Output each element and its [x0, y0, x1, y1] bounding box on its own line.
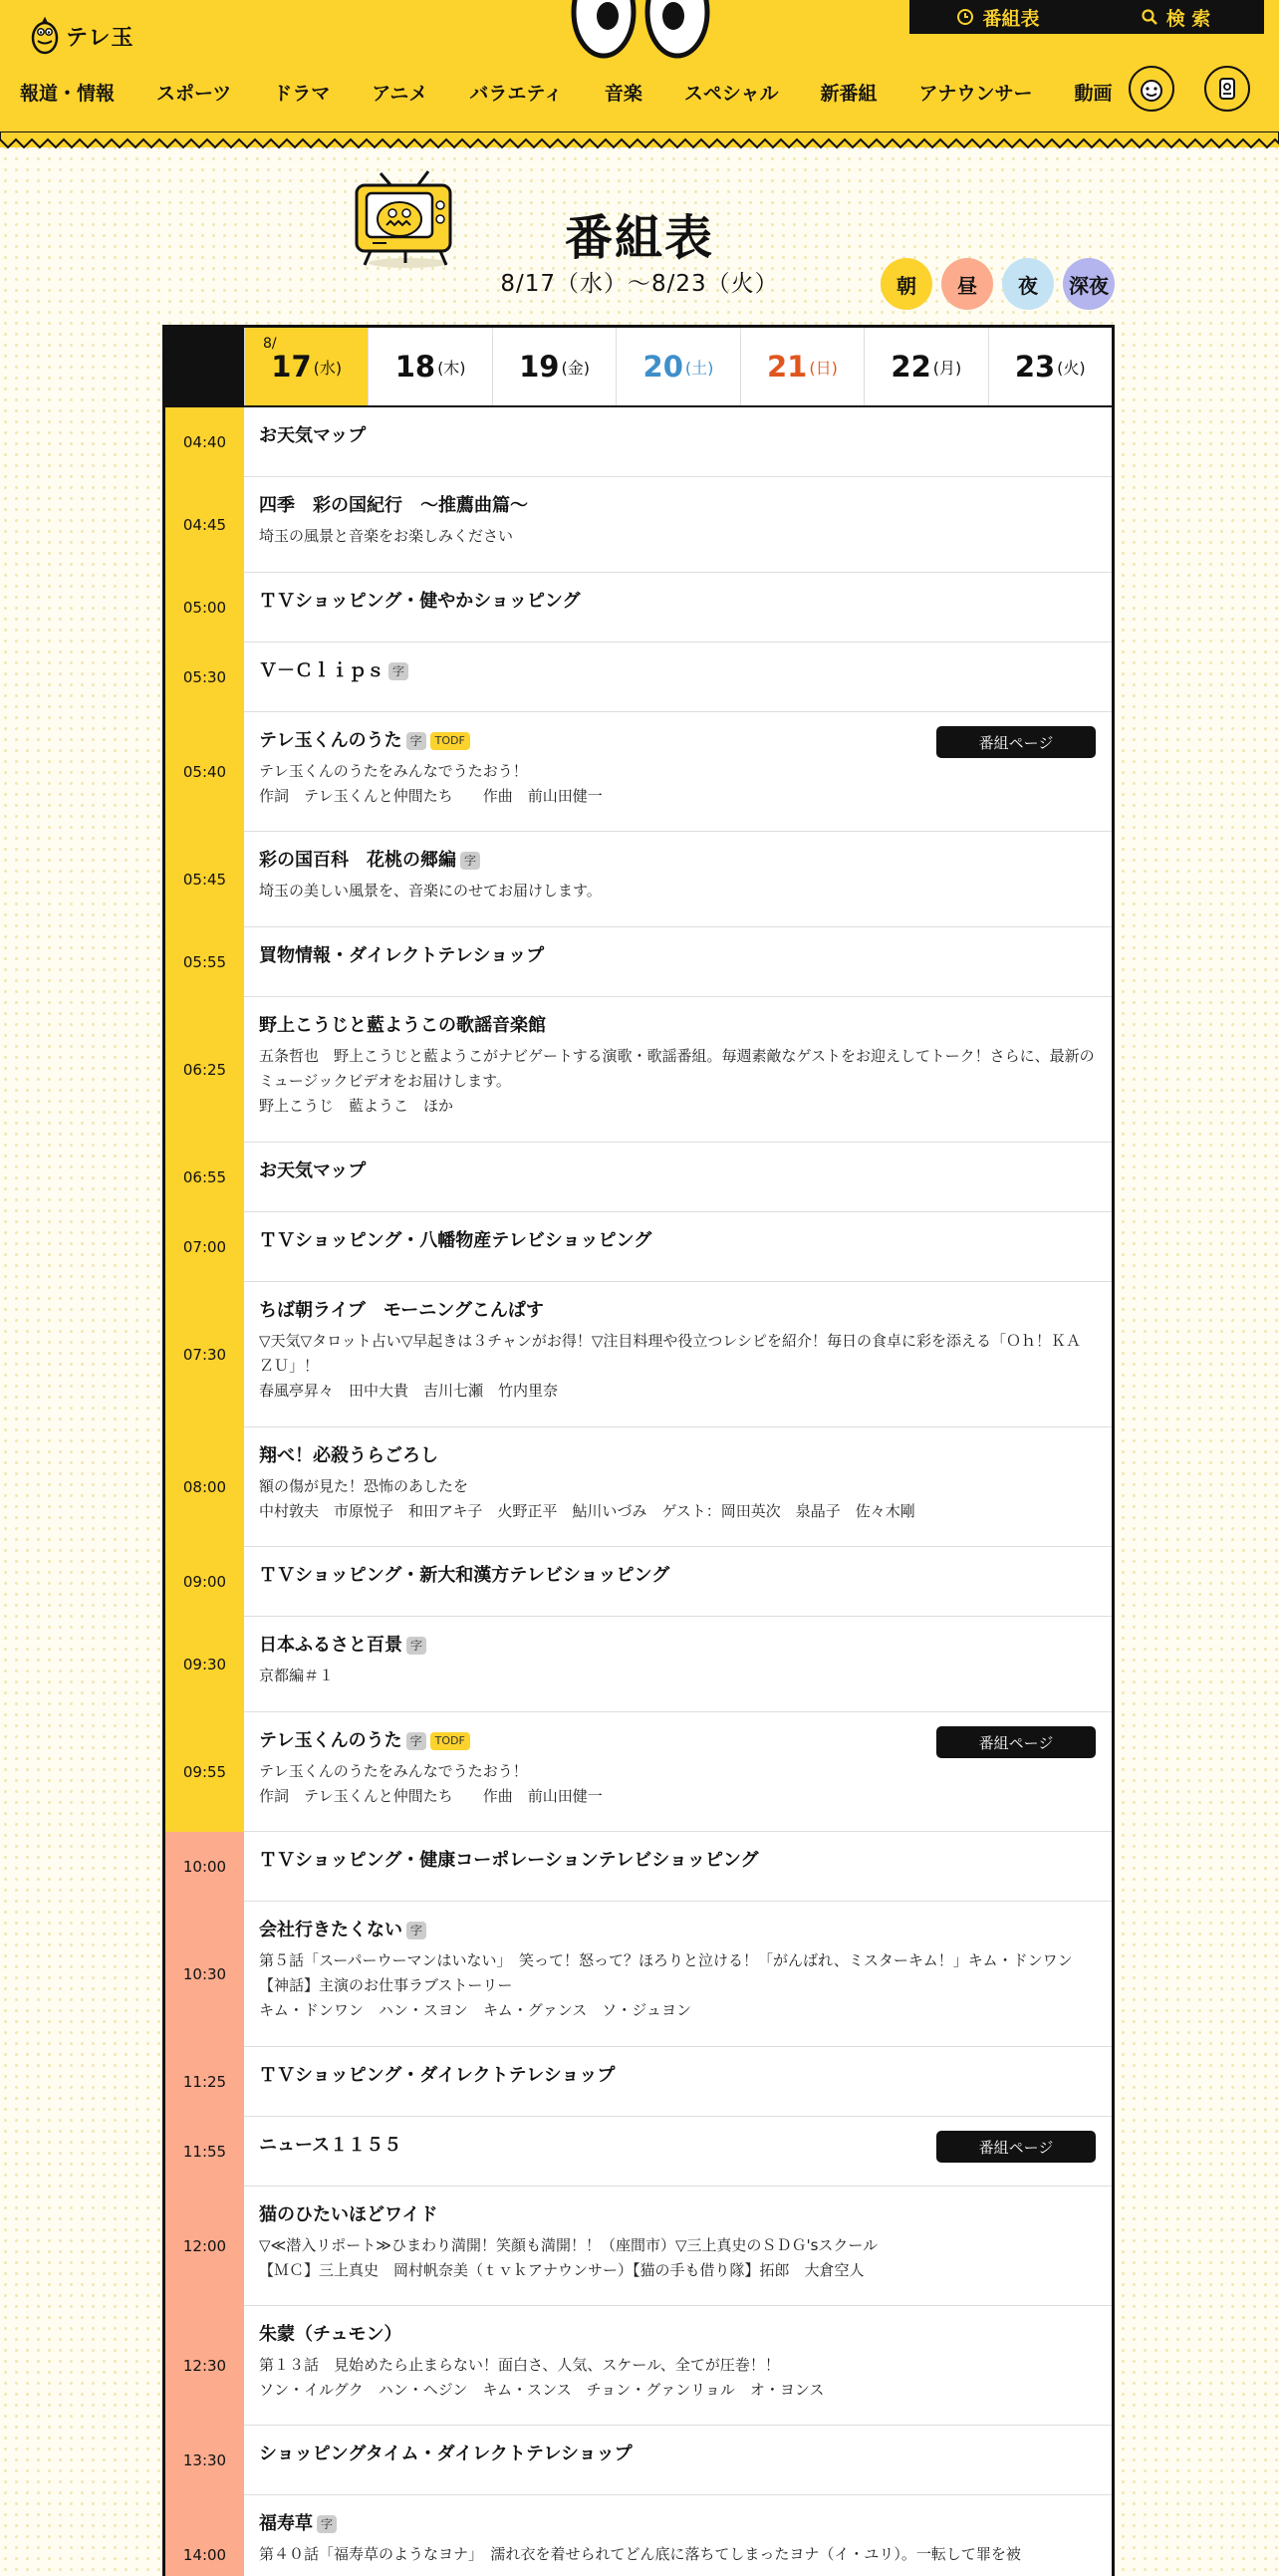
- day-number: 23: [1014, 350, 1056, 384]
- program-page-button[interactable]: 番組ページ: [936, 2131, 1096, 2163]
- day-weekday: (月): [932, 358, 962, 378]
- program-cell: [244, 1902, 1112, 2046]
- program-title-text: ＴＶショッピング・八幡物産テレビショッピング: [259, 1230, 652, 1251]
- subtitle-badge: 字: [406, 1637, 426, 1655]
- program-title-text: ＴＶショッピング・新大和漢方テレビショッピング: [259, 1565, 670, 1586]
- program-cell: [244, 1617, 1112, 1711]
- program-cell: [244, 927, 1112, 996]
- program-description-line: 京都編＃１: [259, 1667, 335, 1684]
- program-title[interactable]: [259, 2323, 1096, 2347]
- day-weekday: (土): [684, 358, 714, 378]
- program-title-text: Ｖ－Ｃｌｉｐｓ: [259, 660, 384, 681]
- program-description-line: テレ玉くんのうたをみんなでうたおう！: [259, 1762, 528, 1780]
- program-cell: [244, 2047, 1112, 2116]
- program-row: [165, 712, 1112, 832]
- program-title[interactable]: [259, 1634, 1096, 1658]
- program-row: [165, 2117, 1112, 2187]
- day-number: 22: [891, 350, 931, 384]
- program-time: 12:00: [165, 2187, 244, 2307]
- program-title[interactable]: [259, 1014, 1096, 1038]
- tod-daytime-button[interactable]: [941, 258, 993, 310]
- program-description-line: 作詞 テレ玉くんと仲間たち 作曲 前山田健一: [259, 1787, 603, 1805]
- nav-item-music[interactable]: 音楽: [604, 82, 642, 105]
- program-row: [165, 1547, 1112, 1617]
- program-description: [259, 524, 1096, 549]
- day-tab-18[interactable]: [368, 328, 491, 405]
- program-description: [259, 879, 1096, 903]
- program-cell: [244, 1282, 1112, 1426]
- logo-text: テレ玉: [66, 25, 134, 51]
- program-title[interactable]: [259, 494, 1096, 518]
- day-tab-20[interactable]: [616, 328, 739, 405]
- program-cell: [244, 2117, 1112, 2186]
- program-time: 05:30: [165, 643, 244, 713]
- program-cell: [244, 643, 1112, 711]
- program-row: [165, 1832, 1112, 1902]
- nav-item-special[interactable]: スペシャル: [683, 82, 779, 105]
- badge-icon: [1212, 74, 1242, 104]
- day-month: 8/: [263, 336, 277, 352]
- program-time: 09:00: [165, 1547, 244, 1618]
- subtitle-badge: 字: [460, 852, 480, 870]
- program-title[interactable]: [259, 1564, 1096, 1588]
- day-tab-19[interactable]: [492, 328, 616, 405]
- program-description-line: 春風亭昇々 田中大貴 吉川七瀬 竹内里奈: [259, 1382, 559, 1400]
- program-description-line: 中村敦夫 市原悦子 和田アキ子 火野正平 鮎川いづみ ゲスト：岡田英次 泉晶子 佐々木剛: [259, 1502, 915, 1520]
- program-description-line: テレ玉くんのうたをみんなでうたおう！: [259, 762, 528, 780]
- program-title-text: 朱蒙（チュモン）: [259, 2324, 402, 2345]
- program-title-text: ショッピングタイム・ダイレクトテレショップ: [259, 2444, 633, 2464]
- program-list: [165, 407, 1112, 2576]
- program-row: [165, 1617, 1112, 1712]
- program-row: [165, 1143, 1112, 1212]
- program-time: 04:40: [165, 407, 244, 478]
- program-row: [165, 477, 1112, 573]
- program-row: [165, 643, 1112, 712]
- page-title: 番組表: [564, 210, 714, 266]
- program-description: [259, 1664, 1096, 1688]
- program-time: 05:55: [165, 927, 244, 998]
- program-row: [165, 1212, 1112, 1282]
- program-time: 04:45: [165, 477, 244, 574]
- program-cell: [244, 573, 1112, 642]
- program-cell: [244, 1427, 1112, 1546]
- program-row: [165, 2047, 1112, 2117]
- day-number: 17: [271, 350, 312, 384]
- program-title[interactable]: [259, 1849, 1096, 1873]
- program-cell: [244, 712, 1112, 831]
- nav-item-news[interactable]: 報道・情報: [20, 82, 116, 105]
- nav-item-videos[interactable]: 動画: [1074, 82, 1113, 105]
- header-zigzag-edge: [0, 131, 1279, 149]
- program-cell: [244, 407, 1112, 476]
- program-row: [165, 1712, 1112, 1832]
- program-title-text: ちば朝ライブ モーニングこんぱす: [259, 1300, 544, 1321]
- program-title[interactable]: [259, 1444, 1096, 1468]
- program-time: 09:30: [165, 1617, 244, 1713]
- program-title[interactable]: [259, 2443, 1096, 2466]
- program-title[interactable]: [259, 849, 1096, 873]
- program-description-line: 五条哲也 野上こうじと藍ようこがナビゲートする演歌・歌謡番組。毎週素敵なゲストをお迎えしてトーク！さらに、最新のミュージックビデオをお届けします。: [259, 1047, 1095, 1090]
- program-title-text: 買物情報・ダイレクトテレショップ: [259, 945, 545, 966]
- program-title-text: 四季 彩の国紀行 ～推薦曲篇～: [259, 495, 528, 516]
- subtitle-badge: 字: [406, 1732, 426, 1750]
- program-description-line: 【ＭＣ】三上真史 岡村帆奈美（ｔｖｋアナウンサー）【猫の手も借り隊】拓郎 大倉空人: [259, 2261, 865, 2279]
- program-description-line: ソン・イルグク ハン・ヘジン キム・スンス チョン・グァンリョル オ・ヨンス: [259, 2381, 825, 2399]
- program-description: [259, 1759, 1096, 1809]
- program-description-line: 第４０話「福寿草のようなヨナ」 濡れ衣を着せられてどん底に落ちてしまったヨナ（イ・ユリ）。一転して罪を被: [259, 2545, 1021, 2563]
- day-weekday: (水): [313, 358, 343, 378]
- nav-item-announcers[interactable]: アナウンサー: [918, 82, 1033, 105]
- tv-mascot-icon: [351, 167, 460, 269]
- subtitle-badge: 字: [406, 1922, 426, 1939]
- program-cell: [244, 1143, 1112, 1211]
- program-time: 09:55: [165, 1712, 244, 1833]
- program-title[interactable]: [259, 1299, 1096, 1323]
- program-time: 10:00: [165, 1832, 244, 1903]
- program-title-text: お天気マップ: [259, 425, 367, 446]
- program-title-text: 翔べ！必殺うらごろし: [259, 1445, 438, 1466]
- program-time: 11:55: [165, 2117, 244, 2188]
- program-title-text: 彩の国百科 花桃の郷編: [259, 850, 456, 871]
- program-title-text: 野上こうじと藍ようこの歌謡音楽館: [259, 1015, 546, 1036]
- nav-item-new-programs[interactable]: 新番組: [820, 82, 878, 105]
- program-time: 07:00: [165, 1212, 244, 1283]
- program-description: [259, 1329, 1096, 1404]
- program-row: [165, 2306, 1112, 2426]
- program-description-line: ▽天気▽タロット占い▽早起きは３チャンがお得！▽注目料理や役立つレシピを紹介！毎日の食卓に彩を添える「Ｏｈ！ＫＡＺＵ」！: [259, 1332, 1082, 1375]
- teletama-mascot-icon: [30, 16, 60, 56]
- tod-latenight-button[interactable]: [1063, 258, 1115, 310]
- program-time: 12:30: [165, 2306, 244, 2427]
- program-time: 08:00: [165, 1427, 244, 1548]
- day-number: 20: [642, 350, 683, 384]
- program-page-button[interactable]: 番組ページ: [936, 1726, 1096, 1758]
- nav-item-variety[interactable]: バラエティ: [469, 82, 563, 105]
- search-icon: [1141, 8, 1158, 26]
- program-cell: [244, 2306, 1112, 2425]
- schedule-table: [162, 325, 1115, 2576]
- tod-morning-label: 朝: [896, 273, 916, 298]
- program-row: [165, 407, 1112, 477]
- program-title-text: テレ玉くんのうた: [259, 1730, 402, 1751]
- day-weekday: (木): [437, 358, 466, 378]
- badge-round-link[interactable]: [1204, 66, 1250, 112]
- nav-item-drama[interactable]: ドラマ: [273, 82, 331, 105]
- mascot-face-icon: [1137, 74, 1166, 104]
- program-cell: [244, 2187, 1112, 2305]
- day-weekday: (日): [809, 358, 838, 378]
- site-header: [0, 0, 1279, 147]
- day-number: 19: [519, 350, 560, 384]
- day-tab-23[interactable]: [988, 328, 1112, 405]
- program-title[interactable]: [259, 2512, 1096, 2536]
- program-title-text: 猫のひたいほどワイド: [259, 2204, 438, 2225]
- tod-morning-button[interactable]: [881, 258, 932, 310]
- program-title[interactable]: [259, 2064, 1096, 2088]
- program-row: [165, 2187, 1112, 2306]
- program-time: 05:40: [165, 712, 244, 833]
- program-description: [259, 1474, 1096, 1524]
- subtitle-badge: 字: [317, 2515, 337, 2533]
- program-description: [259, 759, 1096, 809]
- nav-item-anime[interactable]: アニメ: [372, 82, 428, 105]
- program-title[interactable]: [259, 590, 1096, 614]
- clock-icon: [956, 8, 974, 26]
- program-row: [165, 832, 1112, 927]
- day-tab-22[interactable]: [864, 328, 987, 405]
- mascot-eyes-icon: [568, 0, 713, 62]
- program-cell: [244, 832, 1112, 926]
- program-title[interactable]: [259, 659, 1096, 683]
- program-description: [259, 1948, 1096, 2023]
- schedule-link[interactable]: [909, 0, 1087, 34]
- program-title-text: お天気マップ: [259, 1160, 367, 1181]
- program-title[interactable]: [259, 1229, 1096, 1253]
- program-title[interactable]: [259, 1159, 1096, 1183]
- program-title-text: ＴＶショッピング・ダイレクトテレショップ: [259, 2065, 616, 2086]
- program-row: [165, 2426, 1112, 2495]
- program-title[interactable]: [259, 424, 1096, 448]
- day-tab-21[interactable]: [740, 328, 864, 405]
- todf-badge: TODF: [430, 732, 470, 750]
- date-range: 8/17（水）〜8/23（火）: [500, 271, 779, 297]
- todf-badge: TODF: [430, 1732, 470, 1750]
- genre-nav: [20, 72, 1113, 112]
- program-time: 05:00: [165, 573, 244, 644]
- day-weekday: (金): [561, 358, 590, 378]
- subtitle-badge: 字: [406, 732, 426, 750]
- tod-night-button[interactable]: [1002, 258, 1054, 310]
- program-title-text: ニュース１１５５: [259, 2135, 402, 2156]
- tod-night-label: 夜: [1018, 273, 1038, 298]
- program-time: 06:55: [165, 1143, 244, 1213]
- day-weekday: (火): [1057, 358, 1086, 378]
- program-time: 05:45: [165, 832, 244, 928]
- program-description-line: ▽≪潜入リポート≫ひまわり満開！笑顔も満開！！（座間市）▽三上真史のＳＤＧ'sスクール: [259, 2236, 879, 2254]
- program-description: [259, 2233, 1096, 2283]
- program-description-line: 野上こうじ 藍ようこ ほか: [259, 1097, 454, 1115]
- day-tabs-corner: [165, 328, 244, 405]
- day-tab-17[interactable]: [244, 328, 368, 405]
- program-time: 06:25: [165, 997, 244, 1144]
- program-title-text: ＴＶショッピング・健康コーポレーションテレビショッピング: [259, 1850, 759, 1871]
- program-row: [165, 2495, 1112, 2576]
- tod-latenight-label: 深夜: [1069, 273, 1109, 298]
- program-cell: [244, 1832, 1112, 1901]
- program-time: 07:30: [165, 1282, 244, 1428]
- program-title[interactable]: [259, 944, 1096, 968]
- program-row: [165, 997, 1112, 1143]
- program-cell: [244, 477, 1112, 572]
- program-description-line: 第１３話 見始めたら止まらない！面白さ、人気、スケール、全てが圧巻！！: [259, 2356, 780, 2374]
- program-title[interactable]: [259, 2203, 1096, 2227]
- day-number: 21: [766, 350, 808, 384]
- program-description-line: キム・ドンワン ハン・スヨン キム・グァンス ソ・ジュヨン: [259, 2001, 691, 2019]
- program-description-line: 埼玉の風景と音楽をお楽しみください: [259, 527, 514, 545]
- program-description: [259, 1044, 1096, 1119]
- schedule-link-label: 番組表: [982, 7, 1040, 30]
- program-row: [165, 927, 1112, 997]
- program-cell: [244, 1712, 1112, 1831]
- site-logo[interactable]: [30, 16, 134, 56]
- program-time: 10:30: [165, 1902, 244, 2048]
- program-description: [259, 2353, 1096, 2403]
- program-cell: [244, 1547, 1112, 1616]
- subtitle-badge: 字: [388, 662, 408, 680]
- tod-daytime-label: 昼: [957, 273, 977, 298]
- program-cell: [244, 1212, 1112, 1281]
- program-description: [259, 2542, 1096, 2567]
- search-link[interactable]: [1087, 0, 1264, 34]
- program-description-line: 額の傷が見た！恐怖のあしたを: [259, 1477, 469, 1495]
- top-utility-bar: [909, 0, 1264, 34]
- mascot-round-link[interactable]: [1129, 66, 1174, 112]
- program-description-line: 第５話「スーパーウーマンはいない」 笑って！怒って？ほろりと泣ける！「がんばれ、ミスターキム！」キム・ドンワン【神話】主演のお仕事ラブストーリー: [259, 1951, 1073, 1994]
- program-row: [165, 1427, 1112, 1547]
- program-cell: [244, 997, 1112, 1142]
- program-page-button[interactable]: 番組ページ: [936, 726, 1096, 758]
- program-row: [165, 573, 1112, 643]
- program-row: [165, 1282, 1112, 1427]
- program-time: 11:25: [165, 2047, 244, 2118]
- program-title-text: ＴＶショッピング・健やかショッピング: [259, 591, 581, 612]
- program-time: 13:30: [165, 2426, 244, 2496]
- program-row: [165, 1902, 1112, 2047]
- program-title-text: 日本ふるさと百景: [259, 1635, 402, 1656]
- program-title-text: 福寿草: [259, 2513, 313, 2534]
- program-title[interactable]: [259, 1919, 1096, 1942]
- program-cell: [244, 2426, 1112, 2494]
- search-link-label: 検 索: [1165, 7, 1211, 30]
- program-description-line: 作詞 テレ玉くんと仲間たち 作曲 前山田健一: [259, 787, 603, 805]
- nav-item-sports[interactable]: スポーツ: [156, 82, 232, 105]
- program-title-text: 会社行きたくない: [259, 1920, 402, 1940]
- program-time: 14:00: [165, 2495, 244, 2576]
- program-cell: [244, 2495, 1112, 2576]
- day-tabs: [165, 328, 1112, 407]
- program-title-text: テレ玉くんのうた: [259, 730, 402, 751]
- program-description-line: 埼玉の美しい風景を、音楽にのせてお届けします。: [259, 882, 602, 900]
- day-number: 18: [394, 350, 436, 384]
